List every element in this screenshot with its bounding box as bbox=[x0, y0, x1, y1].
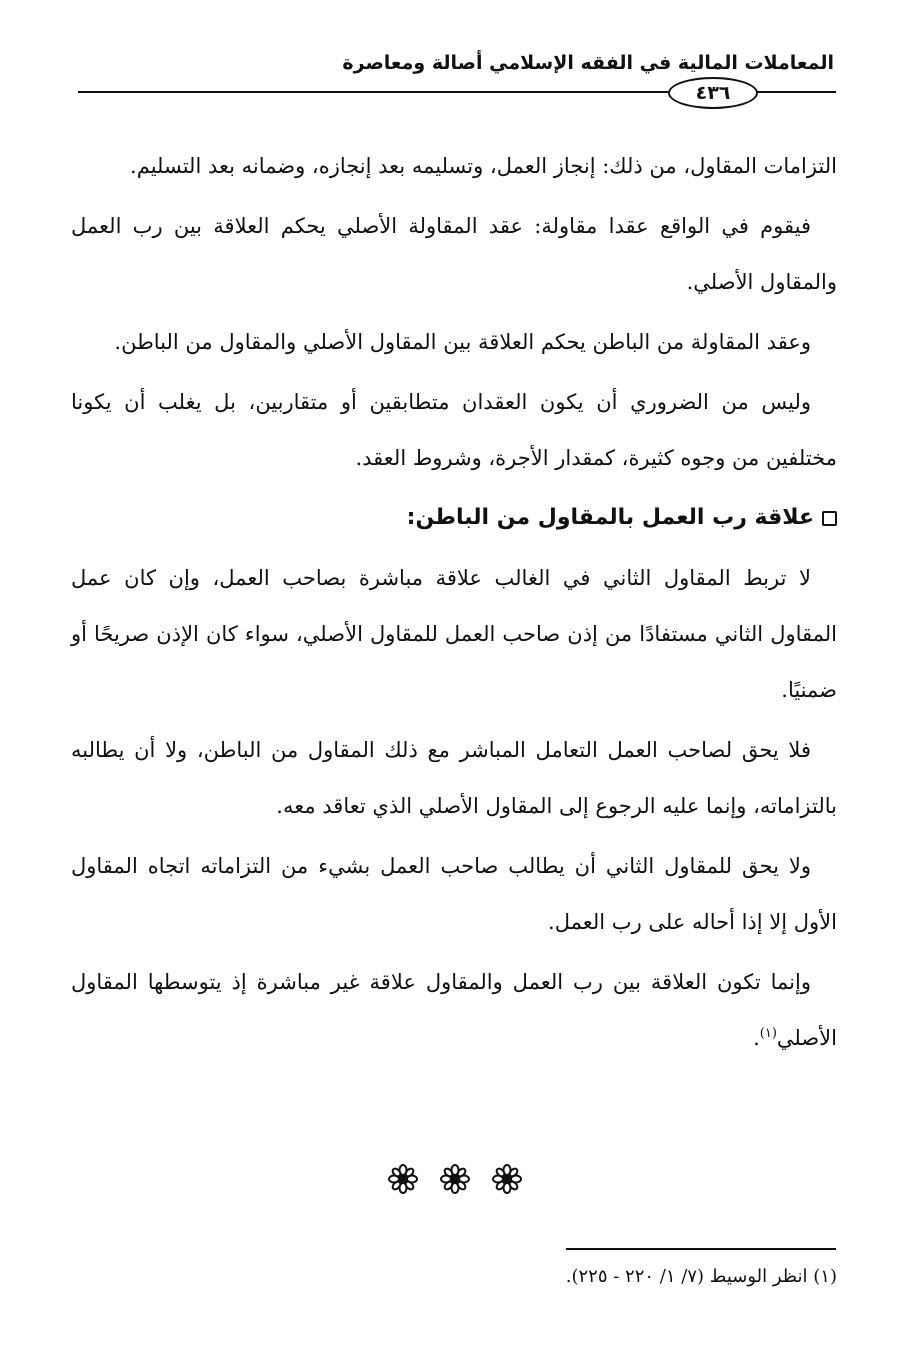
page-number: ٤٣٦ bbox=[668, 77, 758, 109]
paragraph-end: . bbox=[753, 1026, 760, 1050]
square-bullet-icon bbox=[822, 511, 837, 526]
flower-ornament-icon bbox=[439, 1163, 471, 1195]
paragraph: وعقد المقاولة من الباطن يحكم العلاقة بين المقاول الأصلي والمقاول من الباطن. bbox=[114, 330, 811, 354]
main-text bbox=[71, 138, 837, 1070]
running-title: المعاملات المالية في الفقه الإسلامي أصالة ومعاصرة bbox=[342, 52, 834, 74]
section-divider-ornaments bbox=[360, 1163, 550, 1195]
paragraph: فلا يحق لصاحب العمل التعامل المباشر مع ذلك المقاول من الباطن، ولا أن يطالبه بالتزاماته، وإنما عليه الرجوع إلى المقاول الأصلي الذي تعاقد معه. bbox=[71, 738, 837, 818]
flower-ornament-icon bbox=[491, 1163, 523, 1195]
flower-ornament-icon bbox=[387, 1163, 419, 1195]
paragraph: التزامات المقاول، من ذلك: إنجاز العمل، وتسليمه بعد إنجازه، وضمانه بعد التسليم. bbox=[130, 154, 837, 178]
footnote-rule bbox=[566, 1248, 836, 1250]
paragraph: ولا يحق للمقاول الثاني أن يطالب صاحب العمل بشيء من التزاماته اتجاه المقاول الأول إلا إذا أحاله على رب العمل. bbox=[71, 854, 837, 934]
paragraph: فيقوم في الواقع عقدا مقاولة: عقد المقاولة الأصلي يحكم العلاقة بين رب العمل والمقاول الأصلي. bbox=[71, 214, 837, 294]
paragraph: وليس من الضروري أن يكون العقدان متطابقين أو متقاربين، بل يغلب أن يكونا مختلفين من وجوه كثيرة، كمقدار الأجرة، وشروط العقد. bbox=[71, 390, 837, 470]
footnote: (١) انظر الوسيط (٧/ ١/ ٢٢٠ - ٢٢٥). bbox=[565, 1266, 837, 1287]
paragraph: لا تربط المقاول الثاني في الغالب علاقة مباشرة بصاحب العمل، وإن كان عمل المقاول الثاني مستفادًا من إذن صاحب العمل للمقاول الأصلي، سواء كان الإذن صريحًا أو ضمنيًا. bbox=[71, 566, 837, 702]
paragraph bbox=[71, 954, 837, 1066]
paragraph-text: وإنما تكون العلاقة بين رب العمل والمقاول علاقة غير مباشرة إذ يتوسطها المقاول الأصلي bbox=[71, 970, 837, 1050]
section-heading bbox=[71, 490, 837, 546]
section-heading-text: علاقة رب العمل بالمقاول من الباطن: bbox=[406, 505, 814, 530]
footnote-reference: (١) bbox=[759, 1026, 777, 1041]
